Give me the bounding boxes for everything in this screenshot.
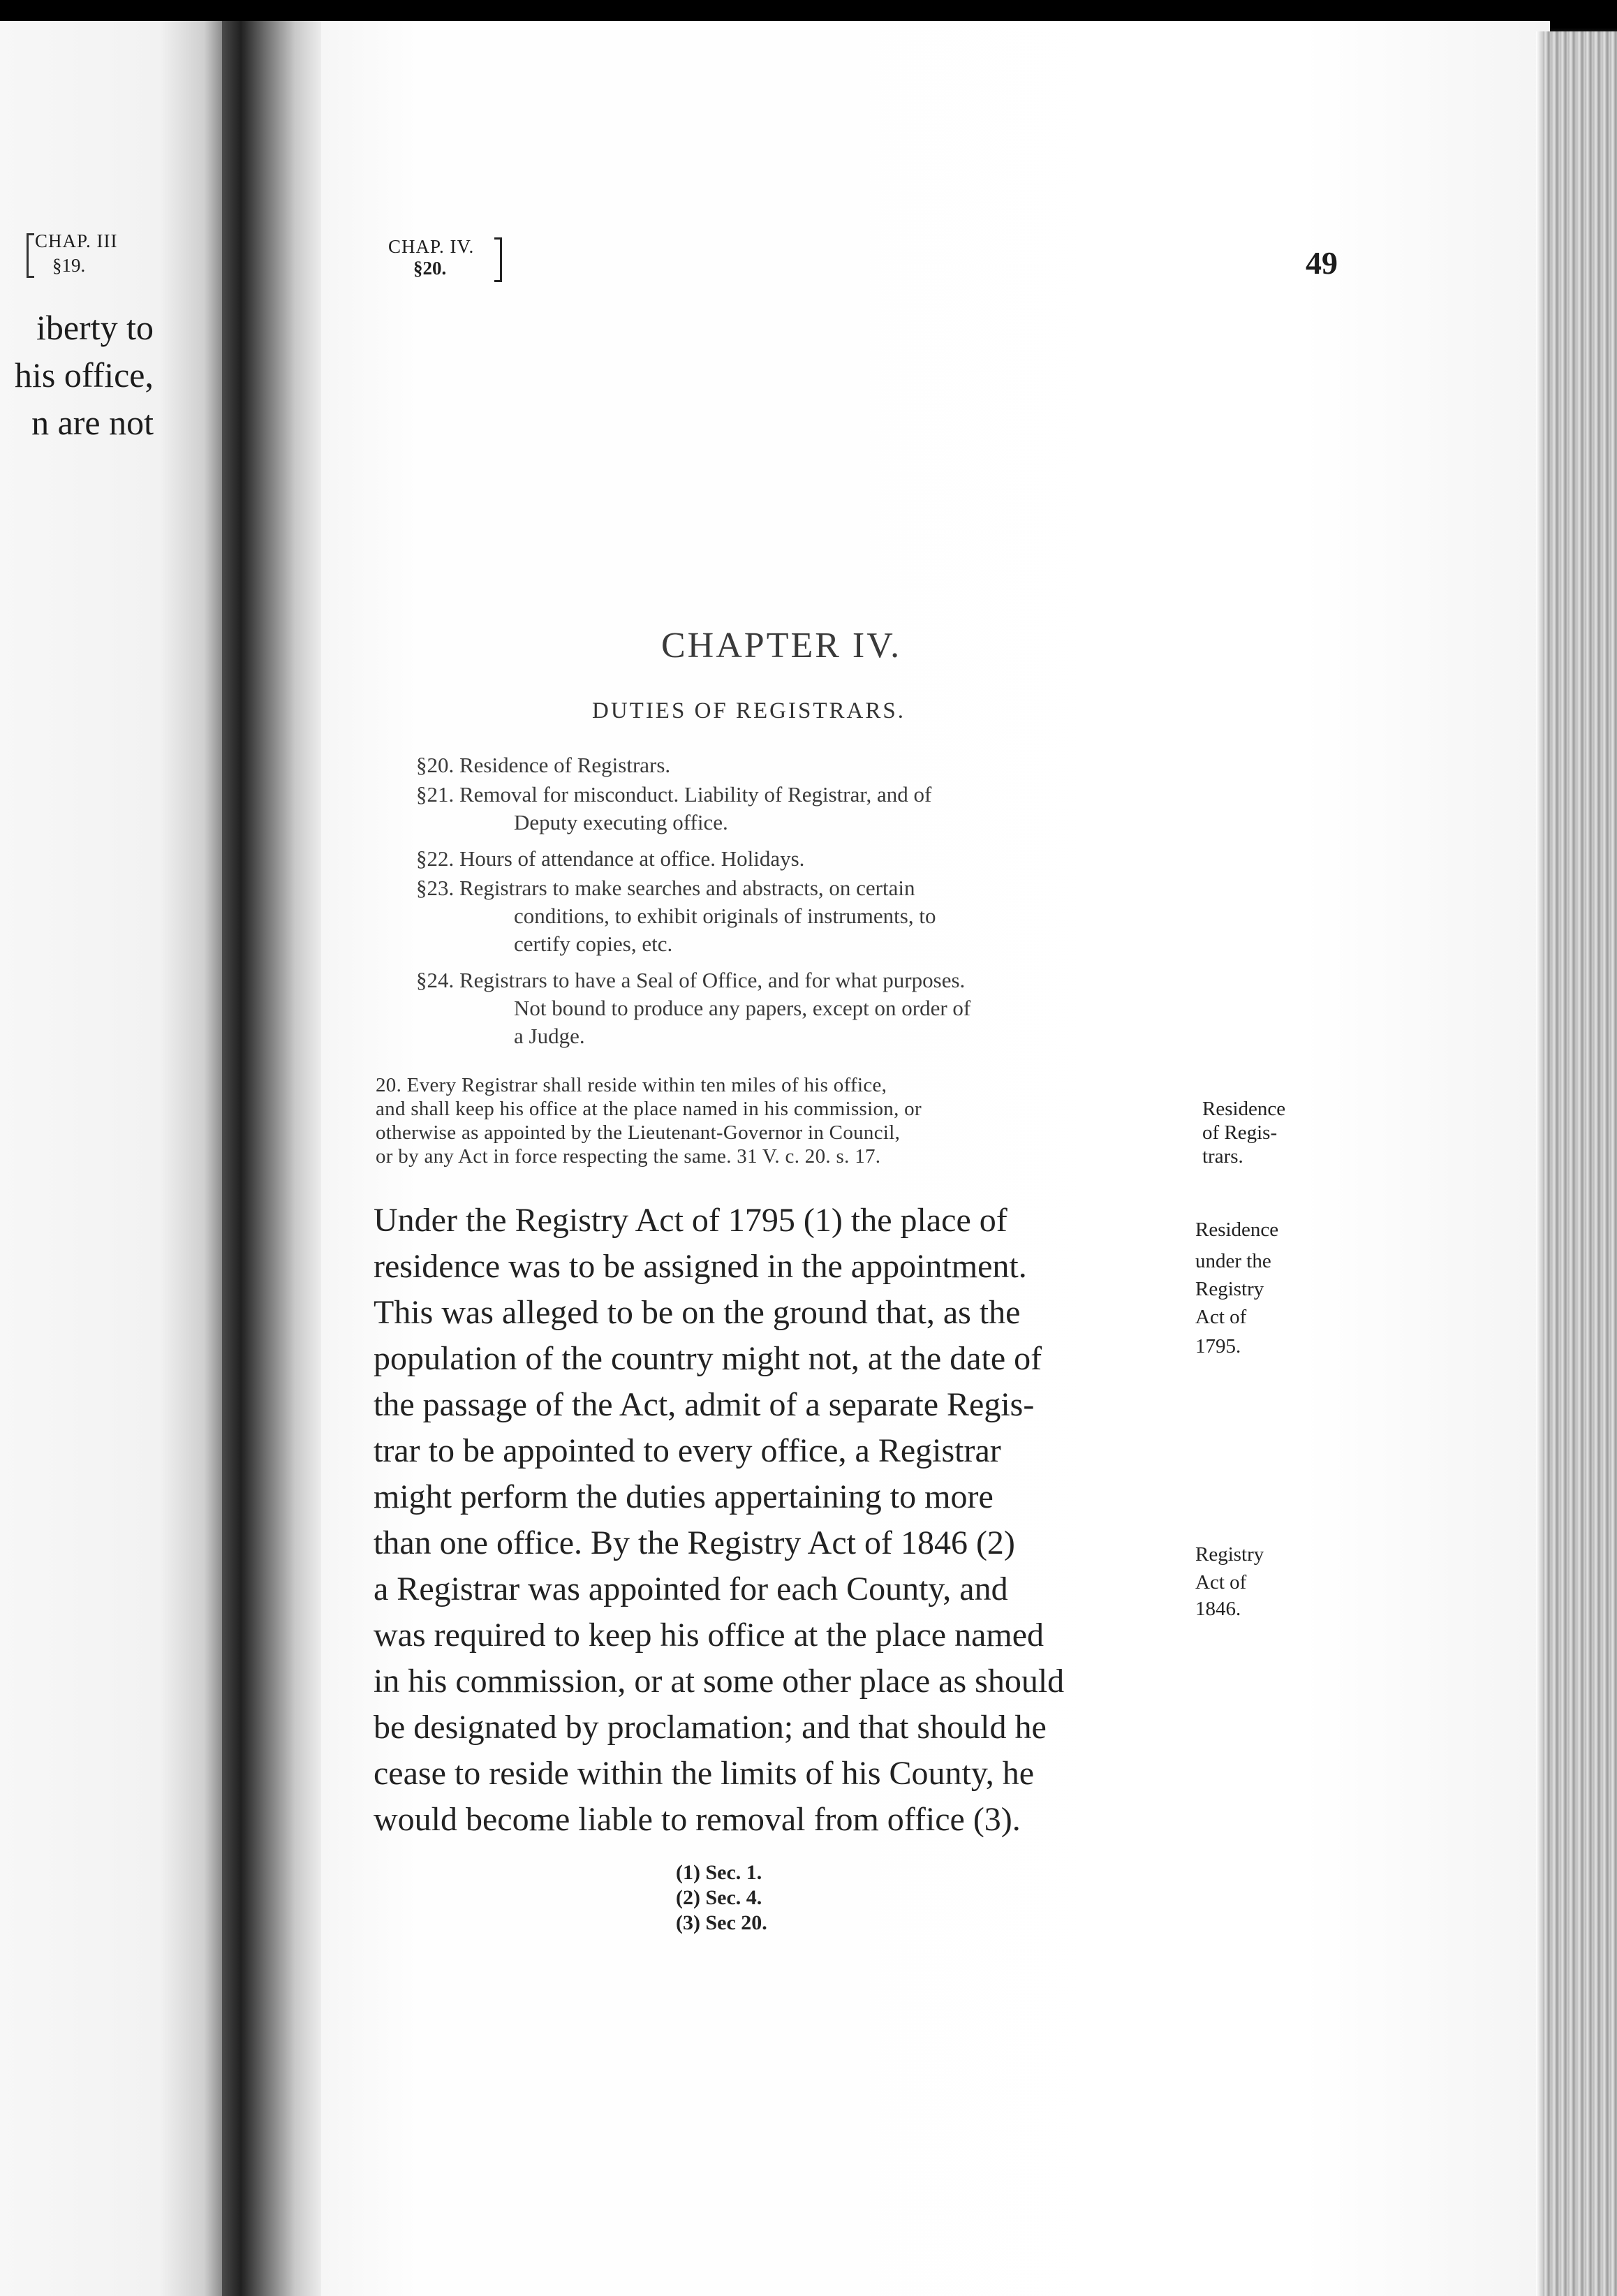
left-running-head-chapter: CHAP. III <box>35 230 118 251</box>
toc-entry: §22. Hours of attendance at office. Holidays. <box>416 846 805 871</box>
running-head-section: §20. <box>413 258 447 279</box>
body-text-line: might perform the duties appertaining to more <box>374 1478 994 1515</box>
margin-note-residence: of Regis- <box>1202 1121 1278 1144</box>
margin-note-residence: Residence <box>1202 1098 1286 1120</box>
running-head-bracket <box>494 237 502 282</box>
margin-note-1795: under the <box>1195 1250 1271 1272</box>
toc-entry: §20. Residence of Registrars. <box>416 753 671 777</box>
margin-note-1846: Act of <box>1195 1571 1247 1594</box>
margin-note-1795: Residence <box>1195 1219 1279 1241</box>
margin-note-residence: trars. <box>1202 1145 1243 1168</box>
page-number: 49 <box>1306 245 1338 281</box>
book-gutter <box>222 21 327 2296</box>
body-text-line: be designated by proclamation; and that should he <box>374 1709 1047 1746</box>
left-running-head-section: §19. <box>52 255 86 276</box>
body-text-line: the passage of the Act, admit of a separate Regis- <box>374 1386 1035 1423</box>
body-text-line: than one office. By the Registry Act of 1846 (2) <box>374 1524 1015 1561</box>
margin-note-1846: Registry <box>1195 1543 1264 1566</box>
margin-note-1846: 1846. <box>1195 1598 1241 1620</box>
toc-entry-continuation: conditions, to exhibit originals of instruments, to <box>514 904 936 928</box>
toc-entry: §21. Removal for misconduct. Liability of Registrar, and of <box>416 782 932 807</box>
body-text-line: would become liable to removal from office (3). <box>374 1801 1021 1838</box>
toc-entry: §24. Registrars to have a Seal of Office, and for what purposes. <box>416 968 966 992</box>
left-page-line: his office, <box>14 355 154 395</box>
body-text-line: was required to keep his office at the place named <box>374 1617 1044 1654</box>
chapter-title: CHAPTER IV. <box>661 626 902 665</box>
margin-note-1795: Act of <box>1195 1306 1247 1328</box>
margin-note-1795: Registry <box>1195 1278 1264 1300</box>
body-text-line: in his commission, or at some other place as should <box>374 1663 1065 1700</box>
body-text-line: Under the Registry Act of 1795 (1) the place of <box>374 1202 1007 1239</box>
running-head-chapter: CHAP. IV. <box>388 236 475 257</box>
toc-entry-continuation: certify copies, etc. <box>514 932 673 956</box>
body-text-line: residence was to be assigned in the appointment. <box>374 1248 1027 1285</box>
statute-text-line: or by any Act in force respecting the same. 31 V. c. 20. s. 17. <box>376 1145 881 1168</box>
left-header-bracket <box>27 233 34 278</box>
toc-entry-continuation: Deputy executing office. <box>514 810 728 834</box>
body-text-line: a Registrar was appointed for each County, and <box>374 1570 1008 1607</box>
footnote: (2) Sec. 4. <box>676 1886 762 1909</box>
left-page-line: iberty to <box>36 308 154 347</box>
chapter-subtitle: DUTIES OF REGISTRARS. <box>592 698 906 723</box>
body-text-line: population of the country might not, at the date of <box>374 1340 1042 1377</box>
footnote: (1) Sec. 1. <box>676 1861 762 1884</box>
toc-entry-continuation: a Judge. <box>514 1024 585 1048</box>
toc-entry: §23. Registrars to make searches and abstracts, on certain <box>416 876 915 900</box>
statute-text-line: and shall keep his office at the place named in his commission, or <box>376 1098 922 1120</box>
footnote: (3) Sec 20. <box>676 1911 767 1934</box>
margin-note-1795: 1795. <box>1195 1335 1241 1357</box>
left-page-line: n are not <box>31 403 154 442</box>
statute-text-line: otherwise as appointed by the Lieutenant-Governor in Council, <box>376 1121 901 1144</box>
statute-text-line: 20. Every Registrar shall reside within ten miles of his office, <box>376 1074 887 1096</box>
toc-entry-continuation: Not bound to produce any papers, except on order of <box>514 996 971 1020</box>
body-text-line: This was alleged to be on the ground that, as the <box>374 1294 1021 1331</box>
page-block-edge <box>1543 31 1617 2296</box>
body-text-line: cease to reside within the limits of his County, he <box>374 1755 1035 1792</box>
body-text-line: trar to be appointed to every office, a Registrar <box>374 1432 1001 1469</box>
